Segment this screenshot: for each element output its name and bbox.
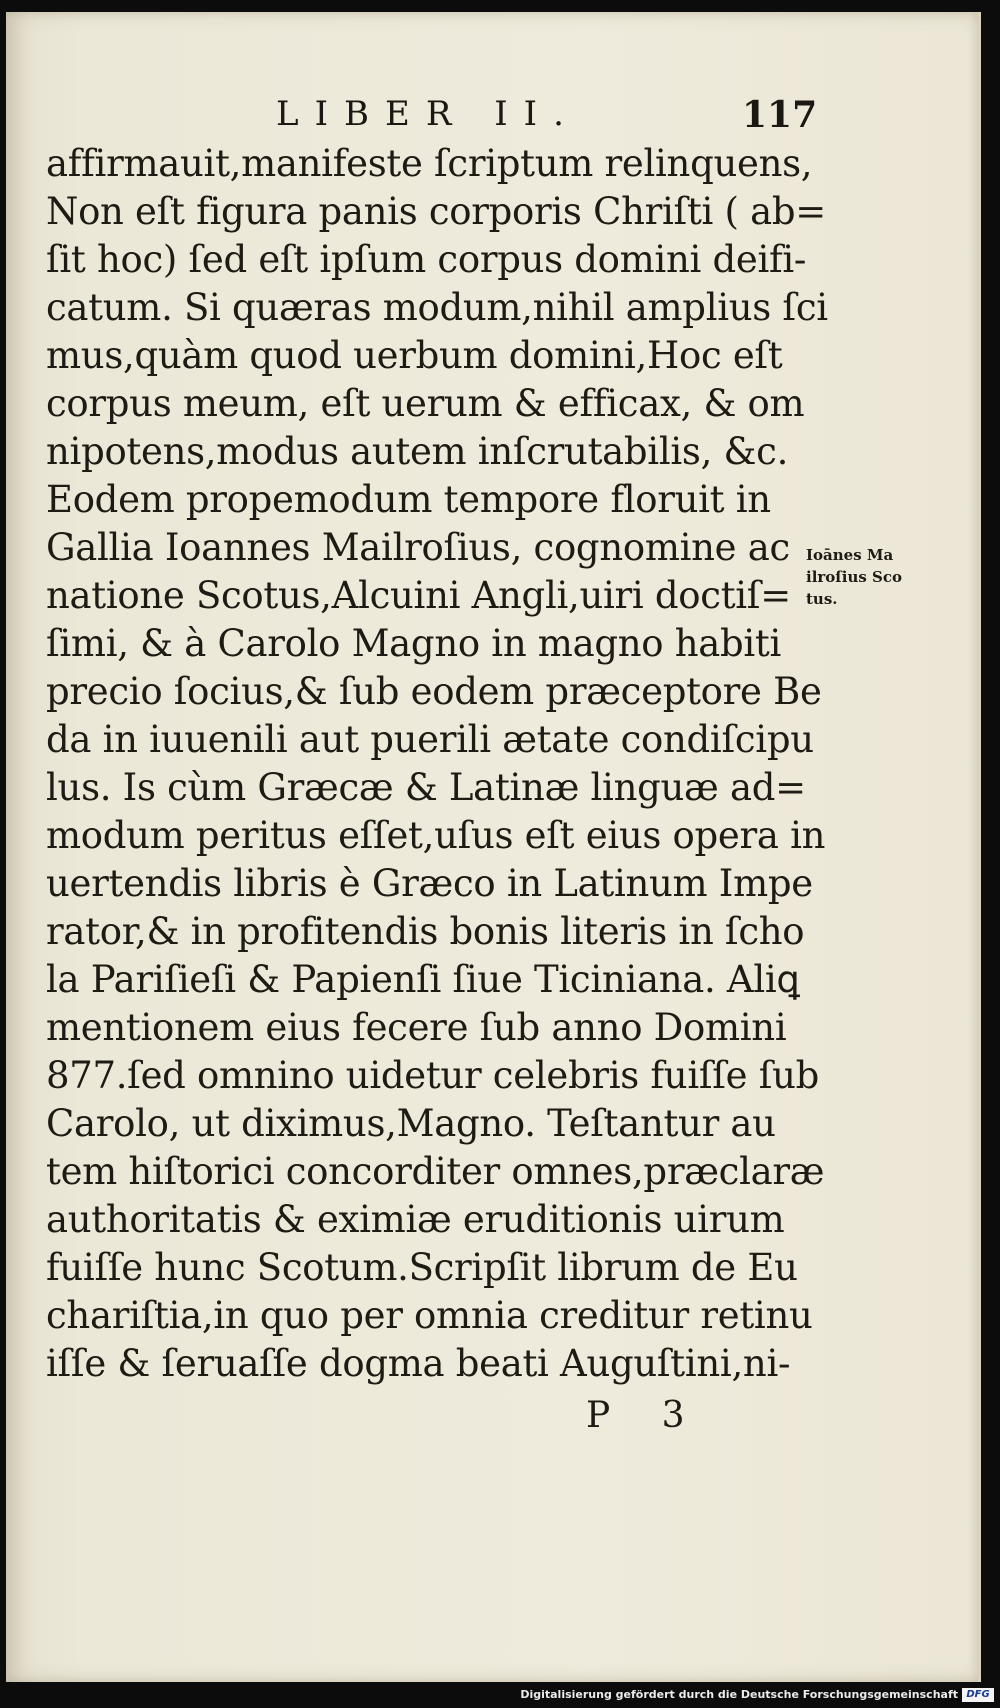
dfg-logo: DFG [962,1688,994,1702]
margin-note [806,544,936,610]
text-line: mus,quàm quod uerbum domini,Hoc eſt [46,334,783,377]
text-line: ſimi, & à Carolo Magno in magno habiti [46,622,782,665]
text-line: modum peritus eſſet,uſus eſt eius opera in [46,814,826,857]
text-line: nipotens,modus autem inſcrutabilis, &c. [46,430,789,473]
text-line: ſit hoc) ſed eſt ipſum corpus domini deifi- [46,238,807,281]
text-line: Non eſt figura panis corporis Chriſti ( ab= [46,190,826,233]
running-head [6,94,978,144]
text-line: Eodem propemodum tempore floruit in [46,478,771,521]
page-number: 117 [742,94,818,136]
text-line: catum. Si quæras modum,nihil amplius ſci [46,286,828,329]
funding-credit: Digitalisierung gefördert durch die Deutsche Forschungsgemeinschaft [520,1688,958,1701]
text-line: authoritatis & eximiæ eruditionis uirum [46,1198,785,1241]
text-line: iſſe & ſeruaſſe dogma beati Auguſtini,ni- [46,1342,791,1385]
running-head-title: LIBER II. [276,94,580,134]
text-line: chariſtia,in quo per omnia creditur retinu [46,1294,813,1337]
main-text-block [46,140,828,1388]
text-line: lus. Is cùm Græcæ & Latinæ linguæ ad= [46,766,806,809]
text-line: Gallia Ioannes Mailroſius, cognomine ac [46,526,790,569]
signature-mark: P 3 [586,1395,705,1436]
text-line: natione Scotus,Alcuini Angli,uiri doctiſ= [46,574,791,617]
text-line: mentionem eius fecere ſub anno Domini [46,1006,787,1049]
text-line: 877.ſed omnino uidetur celebris fuiſſe ſub [46,1054,820,1097]
text-line: precio ſocius,& ſub eodem præceptore Be [46,670,822,713]
footer-bar [0,1684,1000,1708]
text-line: Carolo, ut diximus,Magno. Teſtantur au [46,1102,776,1145]
margin-note-line: ilroſius Sco [806,568,902,586]
text-line: da in iuuenili aut puerili ætate condiſcipu [46,718,814,761]
book-page [6,12,981,1682]
margin-note-line: Ioānes Ma [806,546,894,564]
margin-note-line: tus. [806,590,838,608]
text-line: affirmauit,manifeste ſcriptum relinquens, [46,142,813,185]
text-line: rator,& in profitendis bonis literis in ſcho [46,910,805,953]
text-line: fuiſſe hunc Scotum.Scripſit librum de Eu [46,1246,798,1289]
text-line: tem hiſtorici concorditer omnes,præclaræ [46,1150,825,1193]
text-line: la Pariſieſi & Papienſi ſiue Ticiniana. Aliꝗ [46,958,800,1001]
text-line: uertendis libris è Græco in Latinum Impe [46,862,813,905]
text-line: corpus meum, eſt uerum & efficax, & om [46,382,805,425]
